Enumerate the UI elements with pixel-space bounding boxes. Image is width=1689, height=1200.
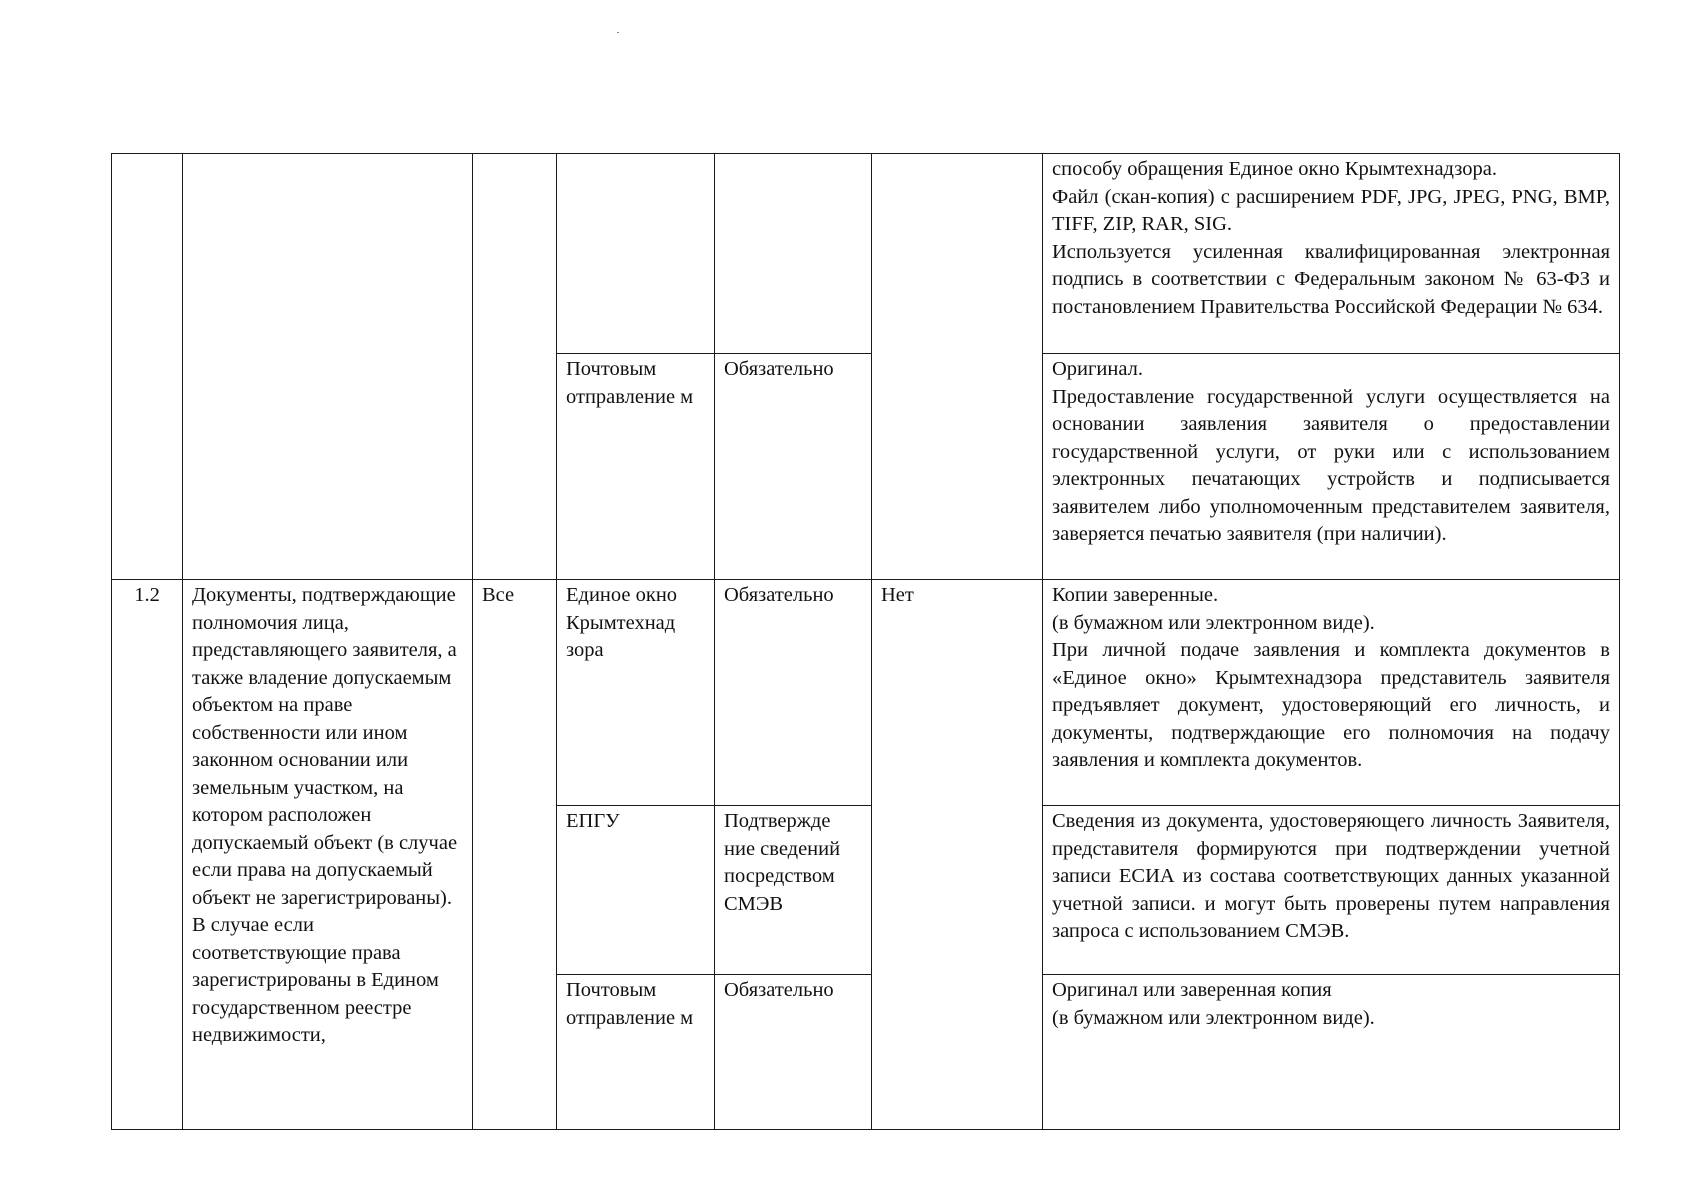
table-row xyxy=(112,580,1620,806)
method-cell: Единое окно Крымтехнад зора xyxy=(557,580,715,806)
number-cell-empty xyxy=(112,154,183,580)
note-line: Оригинал или заверенная копия xyxy=(1052,979,1332,1001)
note-line: (в бумажном или электронном виде). xyxy=(1052,1006,1375,1029)
requirement-cell: Обязательно xyxy=(715,975,872,1130)
requirement-cell: Подтвержде ние сведений посредством СМЭВ xyxy=(715,806,872,975)
requirement-cell-empty xyxy=(715,154,872,354)
note-cell xyxy=(1043,354,1620,580)
applicant-category: Все xyxy=(473,580,557,1130)
note-line: Оригинал. xyxy=(1052,358,1144,380)
documents-table xyxy=(111,153,1620,1130)
note-line: Используется усиленная квалифицированная электронная подпись в соответствии с Федеральным законом № 63-ФЗ и постановлением Правительства Российской Федерации № 634. xyxy=(1052,240,1610,318)
note-line: способу обращения Единое окно Крымтехнадзора. xyxy=(1052,158,1497,180)
note-cell xyxy=(1043,806,1620,975)
note-line: Файл (скан-копия) с расширением PDF, JPG, JPEG, PNG, BMP, TIFF, ZIP, RAR, SIG. xyxy=(1052,185,1610,235)
requirement-cell: Обязательно xyxy=(715,354,872,580)
table-row xyxy=(112,154,1620,354)
scan-speck xyxy=(617,32,619,33)
method-cell-empty xyxy=(557,154,715,354)
note-line: Сведения из документа, удостоверяющего личность Заявителя, представителя формируются при подтверждении учетной записи ЕСИА из состава соответствующих данных указанной учетной записи. и могут быть проверены путем направления запроса с использованием СМЭВ. xyxy=(1052,810,1610,942)
document-cell-empty xyxy=(183,154,473,580)
requirement-cell: Обязательно xyxy=(715,580,872,806)
note-line: (в бумажном или электронном виде). xyxy=(1052,611,1375,634)
note-line: Предоставление государственной услуги осуществляется на основании заявления заявителя о предоставлении государственной услуги, от руки или с использованием электронных печатающих устройств и подписывается заявителем либо уполномоченным представителем заявителя, заверяется печатью заявителя (при наличии). xyxy=(1052,385,1610,545)
method-cell: Почтовым отправление м xyxy=(557,354,715,580)
interagency-cell-empty xyxy=(872,154,1043,580)
note-cell xyxy=(1043,975,1620,1130)
note-cell xyxy=(1043,154,1620,354)
document-description: Документы, подтверждающие полномочия лица, представляющего заявителя, а также владение допускаемым объектом на праве собственности или ином законном основании или земельным участком, на котором расположен допускаемый объект (в случае если права на допускаемый объект не зарегистрированы). В случае если соответствующие права зарегистрированы в Едином государственном реестре недвижимости, xyxy=(183,580,473,1130)
note-line: При личной подаче заявления и комплекта документов в «Единое окно» Крымтехнадзора представитель заявителя предъявляет документ, удостоверяющий его личность, и документы, подтверждающие его полномочия на подачу заявления и комплекта документов. xyxy=(1052,639,1610,771)
note-line: Копии заверенные. xyxy=(1052,584,1219,606)
interagency-cell: Нет xyxy=(872,580,1043,1130)
method-cell: ЕПГУ xyxy=(557,806,715,975)
row-number: 1.2 xyxy=(112,580,183,1130)
category-cell-empty xyxy=(473,154,557,580)
method-cell: Почтовым отправление м xyxy=(557,975,715,1130)
note-cell xyxy=(1043,580,1620,806)
